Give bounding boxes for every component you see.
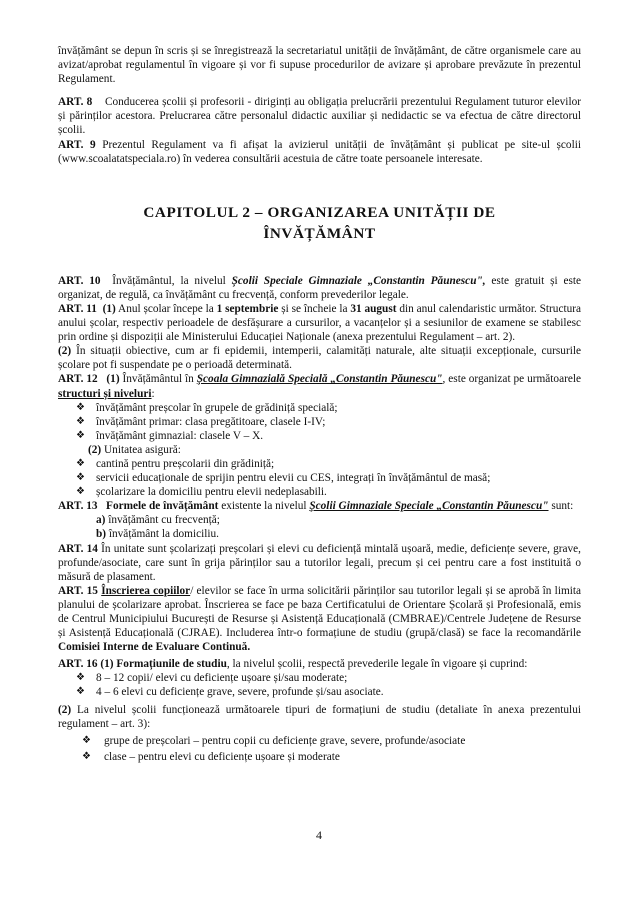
art-11-num-1: (1) — [102, 302, 116, 315]
art-12-num-1: (1) — [106, 373, 120, 386]
diamond-bullet-icon: ❖ — [76, 686, 85, 698]
option-a-text: învățământ cu frecvență; — [108, 514, 220, 527]
option-b-text: învățământ la domiciliu. — [108, 528, 219, 541]
diamond-bullet-icon: ❖ — [82, 750, 91, 762]
diamond-bullet-icon: ❖ — [82, 734, 91, 746]
art-15-text: / elevilor se face în urma solicitării părinților sau tutorilor legali și se aprobă în limita planului de școlarizare aprobat. Înscrierea se face pe baza Certificatului de Orientare Școlară și Profesională, emis de Centrul Municipiului București de Resurse și Asistență Educațională (CMBRAE)/Centrele Județene de Resurse și Asistență Educațională (CJRAE). Includerea într-o formațiune de studiu (grupă/clasă) se face la recomandările — [58, 584, 582, 640]
art-12-text-3: Unitatea asigură: — [104, 443, 181, 456]
art-14-text: În unitate sunt școlarizați preșcolari și elevi cu deficiență mintală ușoară, medie, deficiențe severe, grave, profunde/asociate, care sunt în grija părinților sau a tutorilor legali, precum și cei pentru care a fost instituită o măsură de plasament. — [58, 542, 582, 583]
art-15-committee: Comisiei Interne de Evaluare Continuă. — [58, 641, 251, 654]
art-10-label: ART. 10 — [58, 274, 101, 287]
art-16-num-2: (2) — [58, 703, 72, 716]
art-16-label: ART. 16 — [58, 658, 98, 671]
list-item — [58, 457, 581, 471]
art-8-paragraph — [58, 95, 581, 137]
list-item — [58, 471, 581, 485]
list-item-text: învățământ primar: clasa pregătitoare, clasele I-IV; — [96, 415, 326, 428]
art-11-text-4: În situații obiective, cum ar fi epidemii, intemperii, calamități naturale, alte situații excepționale, cursurile școlare pot fi suspendate pe o perioadă determinată. — [58, 345, 581, 372]
art-9-label: ART. 9 — [58, 138, 96, 151]
art-9-text: Prezentul Regulament va fi afișat la avizierul unității de învățământ și publicat pe site-ul școlii (www.scoalatatspeciala.ro) în vederea consultării acestuia de către toate persoanele interesate. — [58, 138, 582, 165]
art-9-paragraph — [58, 138, 581, 166]
art-13-paragraph — [58, 499, 581, 513]
art-11-num-2: (2) — [58, 345, 72, 358]
list-item-text: clase – pentru elevi cu deficiențe ușoare și moderate — [104, 750, 340, 763]
art-11-text-2: și se încheie la — [281, 302, 348, 315]
art-10-school-name: Școlii Speciale Gimnaziale „Constantin Păunescu", — [231, 274, 486, 287]
option-b-label: b) — [96, 528, 107, 541]
art-10-text-1: Învățământul, la nivelul — [112, 274, 226, 287]
art-12-services-list — [58, 457, 581, 499]
art-15-title: Înscrierea copiilor — [101, 584, 191, 597]
art-13-school-name: Școlii Gimnaziale Speciale „Constantin Păunescu" — [309, 500, 549, 513]
art-16-sizes-list — [58, 671, 581, 699]
list-item-text: învățământ gimnazial: clasele V – X. — [96, 429, 264, 442]
list-item — [58, 429, 581, 443]
art-11-paragraph-1 — [58, 302, 581, 344]
diamond-bullet-icon: ❖ — [76, 472, 85, 484]
list-item — [58, 750, 581, 764]
art-16-title: Formațiunile de studiu — [116, 658, 227, 671]
art-11-paragraph-2 — [58, 344, 581, 372]
art-12-text-1: Învățământul în — [122, 373, 194, 386]
art-13-option-a — [58, 513, 581, 527]
list-item — [58, 685, 581, 699]
art-8-text: Conducerea școlii și profesorii - diriginți au obligația prelucrării prezentului Regulament tuturor elevilor și părinților acestora. Prelucrarea către personalul didactic auxiliar și nedidactic se va efectua de către directorul școlii. — [58, 96, 581, 137]
list-item-text: 4 – 6 elevi cu deficiențe grave, severe, profunde și/sau asociate. — [96, 686, 384, 699]
art-12-text-2: , este organizat pe următoarele — [442, 373, 582, 386]
diamond-bullet-icon: ❖ — [76, 486, 85, 498]
art-14-label: ART. 14 — [58, 542, 98, 555]
list-item — [58, 734, 581, 748]
art-11-start-date: 1 septembrie — [216, 302, 279, 315]
list-item — [58, 485, 581, 499]
art-16-num-1: (1) — [100, 658, 114, 671]
art-13-forms-title: Formele de învățământ — [106, 500, 219, 513]
art-12-levels-list — [58, 401, 581, 443]
diamond-bullet-icon: ❖ — [76, 672, 85, 684]
art-13-text-2: sunt: — [551, 500, 574, 513]
art-13-label: ART. 13 — [58, 500, 98, 513]
art-16-paragraph — [58, 657, 581, 671]
art-12-label: ART. 12 — [58, 373, 98, 386]
document-body — [58, 44, 581, 766]
list-item-text: cantină pentru preșcolarii din grădiniță; — [96, 457, 275, 470]
list-item — [58, 401, 581, 415]
chapter-heading-line2: ÎNVĂȚĂMÂNT — [263, 224, 376, 242]
list-item-text: servicii educaționale de sprijin pentru elevii cu CES, integrați în învățământul de masă; — [96, 472, 491, 485]
art-16-paragraph-2 — [58, 703, 581, 731]
art-15-label: ART. 15 — [58, 584, 98, 597]
option-a-label: a) — [96, 514, 106, 527]
list-item — [58, 671, 581, 685]
art-15-paragraph — [58, 584, 581, 654]
art-12-structures: structuri și niveluri — [58, 387, 152, 400]
page-number: 4 — [316, 828, 322, 842]
art-11-label: ART. 11 — [58, 302, 97, 315]
chapter-heading-line1: CAPITOLUL 2 – ORGANIZAREA UNITĂȚII DE — [143, 203, 496, 221]
art-12-num-2: (2) — [88, 443, 102, 456]
art-16-types-list — [58, 734, 581, 764]
art-10-text-2: este gratuit și este organizat, de regulă, ca învățământ cu frecvență, conform prevederilor legale. — [58, 274, 582, 301]
art-8-label: ART. 8 — [58, 96, 93, 109]
art-14-paragraph — [58, 542, 581, 584]
art-11-text-3: din anul calendaristic următor. Structura anului școlar, respectiv perioadele de desfășurare a cursurilor, a vacanțelor și a sesiunilor de examene se stabilesc prin ordine și dispoziții ale Ministerului Educației Naționale (anexa prezentului Regulament – art. 2). — [58, 302, 582, 344]
intro-paragraph: învățământ se depun în scris și se înregistrează la secretariatul unității de învățământ, de către organismele care au avizat/aprobat regulamentul în vigoare și vor fi supuse procedurilor de avizare și aprobare prevăzute în prezentul Regulament. — [58, 45, 581, 86]
diamond-bullet-icon: ❖ — [76, 401, 85, 413]
art-13-text-1: existente la nivelul — [221, 500, 307, 513]
art-10-paragraph — [58, 274, 581, 302]
art-12-colon: : — [151, 387, 155, 400]
art-11-text-1: Anul școlar începe la — [118, 302, 214, 315]
art-12-school-name: Școala Gimnazială Specială „Constantin Păunescu" — [196, 373, 443, 386]
art-16-text-1: , la nivelul școlii, respectă prevederile legale în vigoare și cuprind: — [226, 658, 528, 671]
art-11-end-date: 31 august — [350, 302, 397, 315]
diamond-bullet-icon: ❖ — [76, 415, 85, 427]
art-12-paragraph-2 — [58, 443, 581, 457]
diamond-bullet-icon: ❖ — [76, 457, 85, 469]
chapter-heading — [58, 202, 581, 244]
art-13-option-b — [58, 527, 581, 541]
art-12-paragraph — [58, 372, 581, 400]
list-item-text: 8 – 12 copii/ elevi cu deficiențe ușoare și/sau moderate; — [96, 672, 348, 685]
art-16-text-2: La nivelul școlii funcționează următoarele tipuri de formațiuni de studiu (detaliate în anexa prezentului regulament – art. 3): — [58, 703, 581, 730]
list-item — [58, 415, 581, 429]
diamond-bullet-icon: ❖ — [76, 429, 85, 441]
list-item-text: învățământ preșcolar în grupele de grădiniță specială; — [96, 401, 338, 414]
list-item-text: școlarizare la domiciliu pentru elevii nedeplasabili. — [96, 486, 327, 499]
list-item-text: grupe de preșcolari – pentru copii cu deficiențe grave, severe, profunde/asociate — [104, 734, 466, 747]
